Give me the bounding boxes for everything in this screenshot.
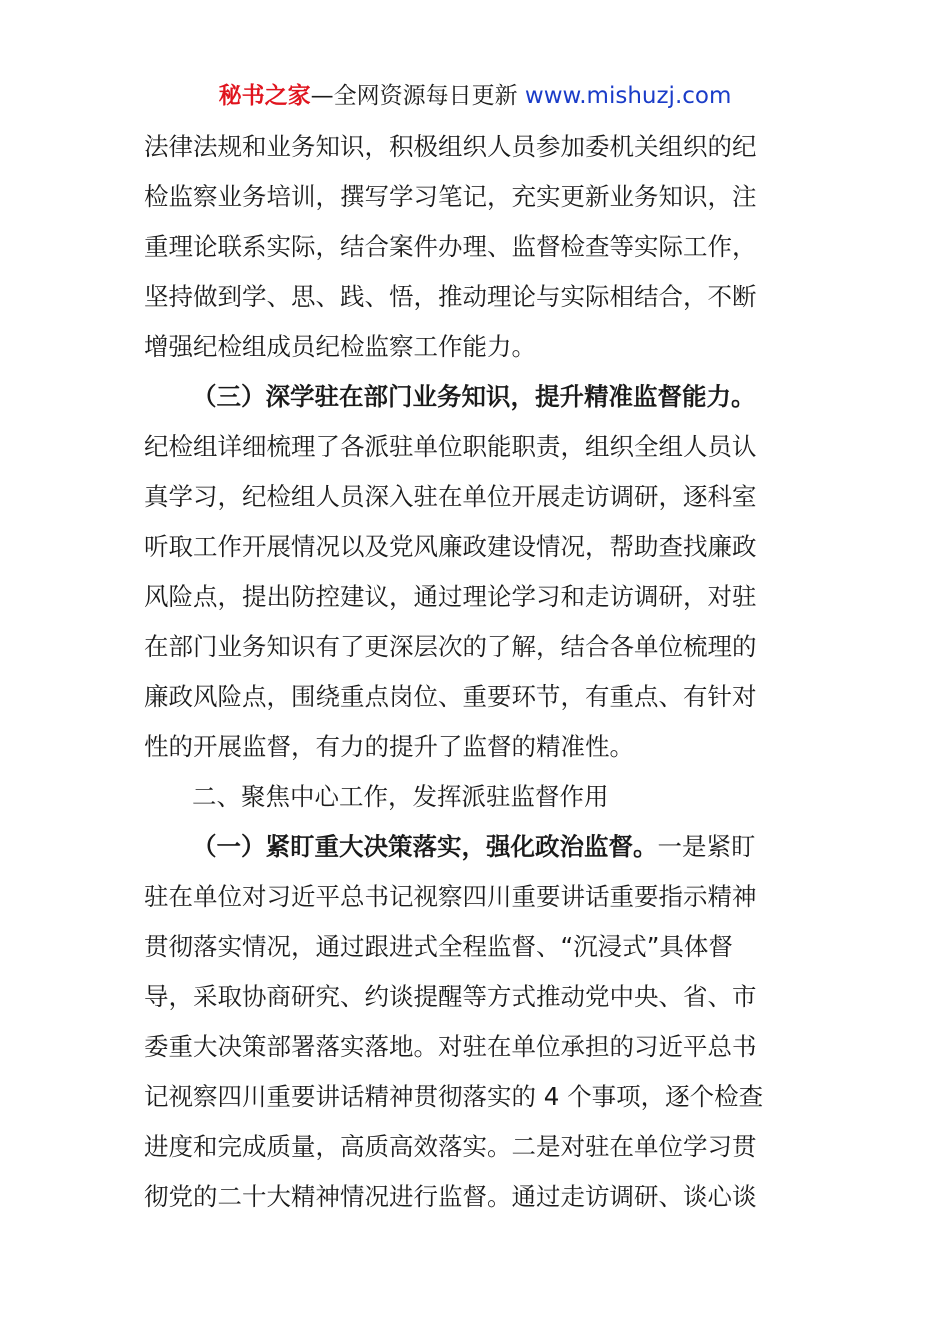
- text-line: 导，采取协商研究、约谈提醒等方式推动党中央、省、市: [144, 982, 757, 1011]
- text-line: 彻党的二十大精神情况进行监督。通过走访调研、谈心谈: [144, 1182, 757, 1211]
- document-body: [144, 122, 808, 1222]
- subsection-heading-1-rest: 一是紧盯: [657, 832, 756, 861]
- text-line: 风险点，提出防控建议，通过理论学习和走访调研，对驻: [144, 582, 757, 611]
- section-heading-2: 二、聚焦中心工作，发挥派驻监督作用: [192, 782, 609, 811]
- text-line: 性的开展监督，有力的提升了监督的精准性。: [144, 732, 634, 761]
- text-line: 委重大决策部署落实落地。对驻在单位承担的习近平总书: [144, 1032, 757, 1061]
- site-header: [0, 80, 950, 112]
- site-brand: 秘书之家: [218, 83, 311, 109]
- subsection-heading-3: （三）深学驻在部门业务知识，提升精准监督能力。: [192, 382, 756, 411]
- text-line: 记视察四川重要讲话精神贯彻落实的 4 个事项，逐个检查: [144, 1082, 764, 1111]
- text-line: 重理论联系实际，结合案件办理、监督检查等实际工作，: [144, 232, 757, 261]
- site-url: www.mishuzj.com: [524, 83, 732, 109]
- subsection-heading-1-bold: （一）紧盯重大决策落实，强化政治监督。: [192, 832, 658, 861]
- subsection-heading-1: [144, 822, 808, 872]
- text-line: 驻在单位对习近平总书记视察四川重要讲话重要指示精神: [144, 882, 757, 911]
- text-line: 贯彻落实情况，通过跟进式全程监督、“沉浸式”具体督: [144, 932, 733, 961]
- text-line: 检监察业务培训，撰写学习笔记，充实更新业务知识，注: [144, 182, 757, 211]
- text-line: 增强纪检组成员纪检监察工作能力。: [144, 332, 536, 361]
- text-line: 在部门业务知识有了更深层次的了解，结合各单位梳理的: [144, 632, 757, 661]
- site-tagline: —全网资源每日更新: [310, 83, 525, 109]
- text-line: 进度和完成质量，高质高效落实。二是对驻在单位学习贯: [144, 1132, 757, 1161]
- text-line: 纪检组详细梳理了各派驻单位职能职责，组织全组人员认: [144, 432, 757, 461]
- text-line: 听取工作开展情况以及党风廉政建设情况，帮助查找廉政: [144, 532, 757, 561]
- text-line: 真学习，纪检组人员深入驻在单位开展走访调研，逐科室: [144, 482, 757, 511]
- text-line: 廉政风险点，围绕重点岗位、重要环节，有重点、有针对: [144, 682, 757, 711]
- text-line: 坚持做到学、思、践、悟，推动理论与实际相结合，不断: [144, 282, 757, 311]
- text-line: 法律法规和业务知识，积极组织人员参加委机关组织的纪: [144, 132, 757, 161]
